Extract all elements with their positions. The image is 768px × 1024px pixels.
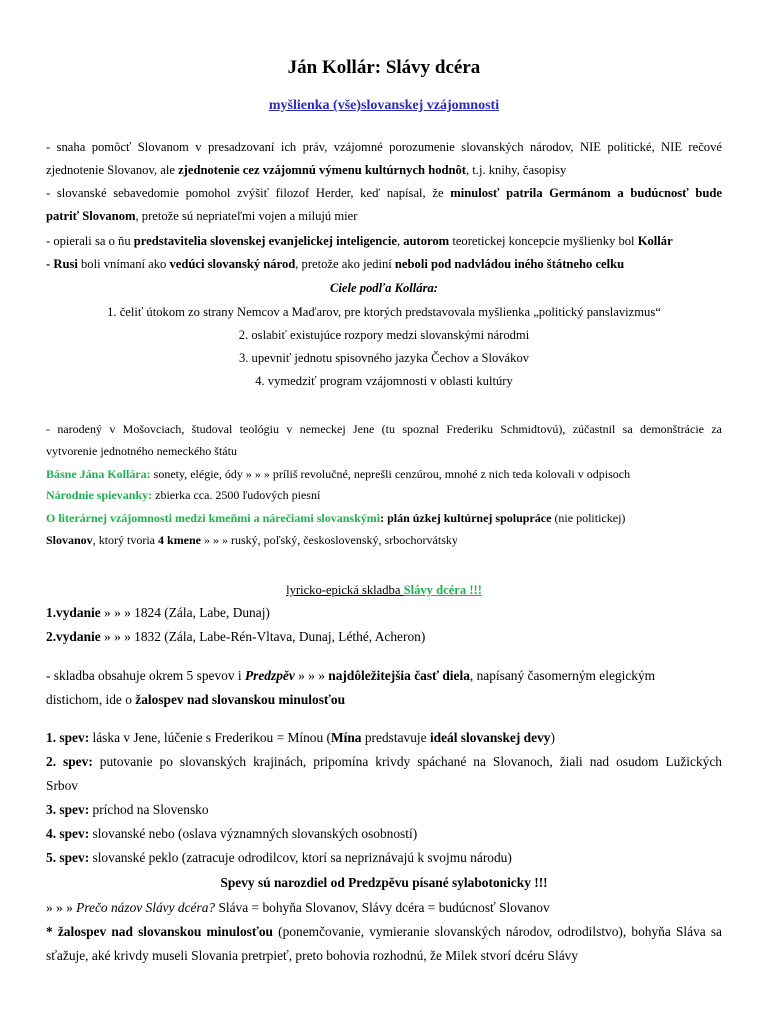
- text-bold-italic: Predzpěv: [244, 668, 295, 683]
- intro-line-6: [46, 253, 722, 276]
- text-bold: 1. spev:: [46, 730, 90, 745]
- song-4: [46, 822, 722, 846]
- page-subtitle: myšlienka (vše)slovanskej vzájomnosti: [268, 98, 500, 113]
- text-bold: žalospev nad slovanskou minulosťou: [135, 692, 346, 707]
- lament-line-2: sťažuje, aké krivdy museli Slovania pretrpieť, preto bohovia rozhodnú, že Milek stvorí dcéru Slávy: [46, 948, 579, 963]
- intro-line-3: [46, 182, 722, 205]
- text: » » »: [294, 668, 329, 683]
- text-bold: -: [46, 257, 54, 271]
- song-5: [46, 846, 722, 870]
- text: zjednotenie Slovanov, ale: [46, 163, 179, 177]
- text-bold: Slovanov: [46, 533, 93, 547]
- text-bold: 4 kmene: [158, 533, 202, 547]
- text: » » »: [46, 900, 77, 915]
- text-bold: ideál slovanskej devy: [429, 730, 551, 745]
- text-bold: 5. spev:: [46, 850, 90, 865]
- bio-line-1: [46, 419, 722, 440]
- text: zbierka cca. 2500 ľudových piesní: [152, 488, 321, 502]
- text-bold: 1.vydanie: [46, 605, 101, 620]
- text: Sláva = bohyňa Slovanov, Slávy dcéra = budúcnosť Slovanov: [215, 900, 550, 915]
- song-1: [46, 726, 722, 750]
- text: (nie politickej): [551, 511, 626, 525]
- text: teoretickej koncepcie myšlienky bol: [449, 234, 638, 248]
- text: » » » ruský, poľský, československý, srbochorvátsky: [201, 533, 458, 547]
- text: (ponemčovanie, vymieranie slovanských národov, odrodilstvo), bohyňa Sláva sa: [273, 924, 723, 939]
- text-bold: neboli pod nadvládou iného štátneho celku: [394, 257, 625, 271]
- green-title: Slávy dcéra !!!: [403, 583, 482, 597]
- text-bold: vedúci slovanský národ: [169, 257, 296, 271]
- text: predstavuje: [361, 730, 430, 745]
- text-bold: 3. spev:: [46, 802, 90, 817]
- page-title: Ján Kollár: Slávy dcéra: [287, 57, 481, 78]
- text: slovanské nebo (oslava významných slovanských osobností): [89, 826, 418, 841]
- intro-line-1: [46, 136, 722, 159]
- text: láska v Jene, lúčenie s Frederikou = Mínou (: [89, 730, 331, 745]
- text-bold: patriť Slovanom: [46, 209, 136, 223]
- green-label: Básne Jána Kollára:: [46, 467, 151, 481]
- songs-collection-line: [46, 485, 722, 506]
- text: , t.j. knihy, časopisy: [466, 163, 567, 177]
- text: , napísaný časomerným elegickým: [469, 668, 656, 683]
- text-bold: minulosť patrila Germánom a budúcnosť bude: [450, 186, 723, 200]
- text-bold: zjednotenie cez vzájomnú výmenu kultúrnych hodnôt: [178, 163, 466, 177]
- text-bold: 4. spev:: [46, 826, 90, 841]
- text-underlined: lyricko-epická skladba: [286, 583, 404, 597]
- text: , pretože sú nepriateľmi vojen a milujú mier: [135, 209, 358, 223]
- green-label: O literárnej vzájomnosti medzi kmeňmi a nárečiami slovanskými: [46, 511, 381, 525]
- goal-item: 4. vymedziť program vzájomnosti v oblasti kultúry: [255, 374, 513, 388]
- goal-item: 3. upevniť jednotu spisovného jazyka Čechov a Slovákov: [238, 351, 530, 365]
- text-italic: Prečo názov Slávy dcéra?: [76, 900, 216, 915]
- text: sonety, elégie, ódy » » » príliš revolučné, neprešli cenzúrou, mnohé z nich teda kolovali v odpisoch: [150, 467, 631, 481]
- text: - narodený v Mošovciach, študoval teológiu v nemeckej Jene (tu spoznal Frederiku Schmidtovú), zúčastnil sa demonštrácie za: [46, 422, 722, 436]
- composition-line-2: [46, 688, 722, 712]
- intro-line-2: [46, 159, 722, 182]
- text-bold: Mína: [331, 730, 362, 745]
- title-question: [46, 896, 722, 920]
- text: - slovanské sebavedomie pomohol zvýšiť filozof Herder, keď napísal, že: [46, 186, 451, 200]
- song-2-cont: Srbov: [46, 778, 78, 793]
- text-bold: autorom: [403, 234, 450, 248]
- song-2: [46, 750, 722, 774]
- text-bold: 2.vydanie: [46, 629, 101, 644]
- bio-line-2: vytvorenie jednotného nemeckého štátu: [46, 444, 237, 458]
- goals-heading: Ciele podľa Kollára:: [329, 281, 438, 295]
- text: » » » 1824 (Zála, Labe, Dunaj): [100, 605, 270, 620]
- edition-2: [46, 625, 722, 649]
- text: - opierali sa o ňu: [46, 234, 134, 248]
- text: , ktorý tvoria: [92, 533, 159, 547]
- text: slovanské peklo (zatracuje odrodilcov, ktorí sa nepriznávajú k svojmu národu): [89, 850, 512, 865]
- intro-line-4: [46, 205, 722, 228]
- lament-line-1: [46, 920, 722, 944]
- text: príchod na Slovensko: [89, 802, 209, 817]
- text-bold: :: [380, 511, 388, 525]
- text: putovanie po slovanských krajinách, pripomína krivdy spáchané na Slovanoch, žiali nad osudom Lužických: [92, 754, 722, 769]
- text: boli vnímaní ako: [77, 257, 170, 271]
- text-bold: plán úzkej kultúrnej spolupráce: [387, 511, 552, 525]
- text-bold: žalospev nad slovanskou minulosťou: [57, 924, 274, 939]
- edition-1: [46, 601, 722, 625]
- reciprocity-line: [46, 508, 722, 529]
- goal-item: 2. oslabiť existujúce rozpory medzi slovanskými národmi: [238, 328, 530, 342]
- tribes-line: [46, 530, 722, 551]
- goal-item: 1. čeliť útokom zo strany Nemcov a Maďarov, pre ktorých predstavovala myšlienka „politický panslavizmus“: [107, 305, 661, 319]
- poems-line: [46, 464, 722, 485]
- text: ,: [396, 234, 404, 248]
- work-heading: [46, 579, 722, 602]
- text: » » » 1832 (Zála, Labe-Rén-Vltava, Dunaj, Léthé, Acheron): [100, 629, 426, 644]
- text-bold: *: [46, 924, 58, 939]
- intro-line-5: [46, 230, 722, 253]
- text: ): [550, 730, 555, 745]
- composition-line-1: [46, 664, 722, 688]
- text-bold: Kollár: [637, 234, 673, 248]
- text-bold: predstavitelia slovenskej evanjelickej inteligencie: [133, 234, 397, 248]
- songs-note: Spevy sú narozdiel od Predzpěvu písané sylabotonicky !!!: [220, 875, 548, 890]
- text: , pretože ako jediní: [295, 257, 395, 271]
- text: - snaha pomôcť Slovanom v presadzovaní ich práv, vzájomné porozumenie slovanských národov, NIE politické, NIE rečové: [46, 140, 722, 154]
- green-label: Národnie spievanky:: [46, 488, 153, 502]
- text-bold: najdôležitejšia časť diela: [328, 668, 470, 683]
- text-bold: 2. spev:: [46, 754, 93, 769]
- text-bold: Rusi: [53, 257, 78, 271]
- text: distichom, ide o: [46, 692, 136, 707]
- song-3: [46, 798, 722, 822]
- text: - skladba obsahuje okrem 5 spevov i: [46, 668, 245, 683]
